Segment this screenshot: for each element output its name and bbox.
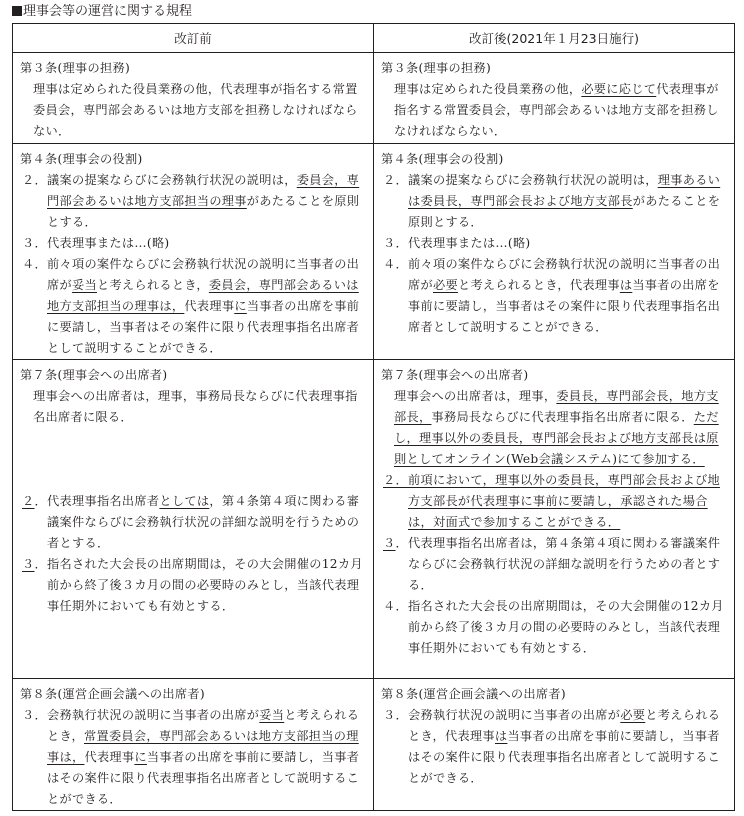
item-text bbox=[408, 254, 728, 338]
article-title: 第７条(理事会への出席者) bbox=[20, 368, 168, 382]
article-cell bbox=[374, 679, 735, 811]
article-content bbox=[374, 360, 734, 659]
underlined-text: 妥当 bbox=[71, 278, 97, 292]
item-number-suffix: ． bbox=[34, 494, 47, 508]
underlined-text: 必要 bbox=[432, 278, 458, 292]
article-item bbox=[20, 554, 367, 617]
item-number bbox=[381, 705, 408, 789]
item-number-digit: ３． bbox=[383, 708, 408, 722]
underlined-text: は bbox=[619, 278, 633, 292]
item-text bbox=[47, 233, 367, 254]
table-row bbox=[13, 679, 735, 811]
article-content bbox=[13, 360, 373, 617]
item-number bbox=[20, 491, 47, 554]
article-paragraph bbox=[20, 79, 367, 142]
underlined-text: としては bbox=[159, 494, 210, 508]
article-item bbox=[381, 533, 728, 596]
article-item bbox=[381, 233, 728, 254]
article-content bbox=[374, 679, 734, 789]
text-run: 代表理事 bbox=[184, 299, 235, 313]
item-number bbox=[381, 254, 408, 338]
item-text bbox=[47, 254, 367, 359]
text-run: 事務局長ならびに代表理事指名出席者に限る． bbox=[431, 410, 694, 424]
article-title: 第８条(運営企画会議への出席者) bbox=[381, 687, 566, 701]
article-content bbox=[374, 144, 734, 338]
underlined-text: 必要 bbox=[620, 708, 646, 722]
article-cell bbox=[374, 360, 735, 679]
text-run: と考えられるとき，代表理事 bbox=[407, 708, 721, 743]
article-item bbox=[20, 170, 367, 233]
item-number-digit: ２． bbox=[383, 173, 408, 187]
item-text bbox=[408, 170, 728, 233]
article-paragraph bbox=[381, 386, 728, 470]
text-run: があたることを原則とする． bbox=[46, 194, 360, 229]
item-number-digit: ３． bbox=[22, 236, 47, 250]
item-number bbox=[381, 596, 408, 659]
text-run: と考えられるとき， bbox=[46, 708, 360, 743]
article-cell bbox=[13, 144, 374, 360]
article-item bbox=[381, 596, 728, 659]
text-run: 代表理事または…(略) bbox=[46, 236, 170, 250]
underlined-text: 妥当 bbox=[259, 708, 285, 722]
text-run: 理事は定められた役員業務の他， bbox=[394, 82, 582, 96]
item-number-digit: ２． bbox=[383, 473, 408, 487]
table-row bbox=[13, 53, 735, 144]
article-item bbox=[381, 254, 728, 338]
text-run: 理事は定められた役員業務の他，代表理事が指名する常置委員会，専門部会あるいは地方支部を担務しなければならない． bbox=[33, 82, 358, 138]
item-number-digit: ２． bbox=[22, 173, 47, 187]
article-cell bbox=[13, 679, 374, 811]
underlined-text: に bbox=[134, 750, 147, 764]
item-number-digit: ２ bbox=[22, 494, 35, 508]
text-run: 理事会への出席者は，理事， bbox=[394, 389, 557, 403]
article-item bbox=[381, 170, 728, 233]
item-number bbox=[381, 533, 408, 596]
text-run: 代表理事指名出席者 bbox=[47, 494, 160, 508]
underlined-text: 委員長，専門部会長，地方支部長， bbox=[394, 389, 719, 424]
item-text bbox=[408, 233, 728, 254]
article-item bbox=[20, 705, 367, 810]
item-number bbox=[20, 705, 47, 810]
underlined-text: 委員会，専門部会あるいは地方支部担当の理事 bbox=[46, 173, 360, 208]
item-number bbox=[20, 254, 47, 359]
item-number bbox=[381, 170, 408, 233]
article-content bbox=[13, 53, 373, 142]
text-run: 当事者の出席を事前に要請し，当事者はその案件に限り代表理事指名出席者として説明することができる． bbox=[407, 729, 721, 785]
column-header-after: 改訂後(2021年１月23日施行) bbox=[374, 24, 735, 53]
item-number-digit: ４． bbox=[383, 599, 408, 613]
article-title: 第３条(理事の担務) bbox=[381, 61, 492, 75]
item-number bbox=[381, 233, 408, 254]
table-row bbox=[13, 144, 735, 360]
table-row bbox=[13, 360, 735, 679]
text-run: 代表理事が指名する常置委員会，専門部会あるいは地方支部を担務しなければならない． bbox=[394, 82, 719, 138]
article-title: 第３条(理事の担務) bbox=[20, 61, 131, 75]
text-run: 指名された大会長の出席期間は，その大会開催の12カ月前から終了後３カ月の間の必要時のみとし，当該代表理事任期外においても有効とする． bbox=[47, 557, 363, 613]
underlined-text: 必要に応じて bbox=[581, 82, 657, 96]
text-run: 代表理事 bbox=[84, 750, 135, 764]
article-item bbox=[20, 233, 367, 254]
item-number-digit: ３ bbox=[383, 536, 396, 550]
underlined-text: に bbox=[234, 299, 247, 313]
item-number-digit: ３ bbox=[22, 557, 35, 571]
item-number-suffix: ． bbox=[395, 536, 408, 550]
square-bullet-icon bbox=[12, 6, 22, 16]
spacer bbox=[20, 428, 367, 491]
article-paragraph bbox=[381, 79, 728, 142]
item-number-digit: ３． bbox=[383, 236, 408, 250]
text-run: 前々項の案件ならびに会務執行状況の説明に当事者の出席が bbox=[407, 257, 721, 292]
article-cell bbox=[13, 360, 374, 679]
item-text bbox=[47, 705, 367, 810]
item-text bbox=[408, 705, 728, 789]
underlined-text: ただし，理事以外の委員長，専門部会長および地方支部長は原則としてオンライン(Web会議システム)にて参加する． bbox=[394, 410, 719, 466]
text-run: 当事者の出席を事前に要請し，当事者はその案件に限り代表理事指名出席者として説明することができる． bbox=[407, 278, 721, 334]
article-title: 第８条(運営企画会議への出席者) bbox=[20, 687, 205, 701]
column-header-before: 改訂前 bbox=[13, 24, 374, 53]
article-item bbox=[381, 470, 728, 533]
item-text bbox=[408, 470, 728, 533]
article-content bbox=[13, 144, 373, 359]
article-cell bbox=[13, 53, 374, 144]
text-run: があたることを原則とする． bbox=[407, 194, 721, 229]
item-text bbox=[47, 170, 367, 233]
item-number-digit: ４． bbox=[383, 257, 408, 271]
underlined-text: 理事あるいは委員長，専門部会長および地方支部長 bbox=[407, 173, 721, 208]
article-cell bbox=[374, 53, 735, 144]
text-run: 議案の提案ならびに会務執行状況の説明は， bbox=[46, 173, 297, 187]
item-number-suffix: ． bbox=[34, 557, 47, 571]
article-content bbox=[13, 679, 373, 810]
article-title: 第７条(理事会への出席者) bbox=[381, 368, 529, 382]
item-text bbox=[47, 554, 367, 617]
text-run: 当事者の出席を事前に要請し，当事者はその案件に限り代表理事指名出席者として説明することができる． bbox=[46, 299, 360, 355]
text-run: と考えられるとき，代表理事 bbox=[457, 278, 620, 292]
article-content bbox=[374, 53, 734, 142]
comparison-table bbox=[12, 23, 735, 811]
text-run: 代表理事指名出席者は，第４条第４項に関わる審議案件ならびに会務執行状況の詳細な説明を行うための者とする． bbox=[408, 536, 721, 592]
article-title: 第４条(理事会の役割) bbox=[20, 152, 143, 166]
document-title bbox=[12, 2, 192, 22]
text-run: と考えられるとき， bbox=[96, 278, 209, 292]
text-run: 理事会への出席者は，理事，事務局長ならびに代表理事指名出席者に限る． bbox=[33, 389, 358, 424]
text-run: 会務執行状況の説明に当事者の出席が bbox=[407, 708, 621, 722]
text-run: 会務執行状況の説明に当事者の出席が bbox=[46, 708, 260, 722]
item-text bbox=[408, 533, 728, 596]
article-item bbox=[20, 491, 367, 554]
item-number bbox=[20, 233, 47, 254]
underlined-text: 前項において，理事以外の委員長，専門部会長および地方支部長が代表理事に事前に要請し，承認された場合は，対面式で参加することができる． bbox=[407, 473, 720, 529]
article-cell bbox=[374, 144, 735, 360]
article-paragraph bbox=[20, 386, 367, 428]
item-number-digit: ４． bbox=[22, 257, 47, 271]
underlined-text: は bbox=[494, 729, 508, 743]
table-header-row bbox=[13, 24, 735, 53]
item-number bbox=[20, 170, 47, 233]
text-run: 指名された大会長の出席期間は，その大会開催の12カ月前から終了後３カ月の間の必要時のみとし，当該代表理事任期外においても有効とする． bbox=[407, 599, 724, 655]
article-title: 第４条(理事会の役割) bbox=[381, 152, 504, 166]
underlined-text: 委員会，専門部会あるいは地方支部担当の理事は， bbox=[46, 278, 359, 313]
item-number-digit: ３． bbox=[22, 708, 47, 722]
item-text bbox=[47, 491, 367, 554]
item-number bbox=[20, 554, 47, 617]
text-run: 当事者の出席を事前に要請し，当事者はその案件に限り代表理事指名出席者として説明することができる． bbox=[46, 750, 360, 806]
text-run: 前々項の案件ならびに会務執行状況の説明に当事者の出席が bbox=[46, 257, 360, 292]
document-title-text: 理事会等の運営に関する規程 bbox=[23, 4, 193, 19]
item-text bbox=[408, 596, 728, 659]
text-run: ，第４条第４項に関わる審議案件ならびに会務執行状況の詳細な説明を行うための者とする． bbox=[47, 494, 360, 550]
article-item bbox=[381, 705, 728, 789]
article-item bbox=[20, 254, 367, 359]
text-run: 議案の提案ならびに会務執行状況の説明は， bbox=[407, 173, 658, 187]
item-number bbox=[381, 470, 408, 533]
underlined-text: 常置委員会，専門部会あるいは地方支部担当の理事は， bbox=[46, 729, 359, 764]
text-run: 代表理事または…(略) bbox=[407, 236, 531, 250]
